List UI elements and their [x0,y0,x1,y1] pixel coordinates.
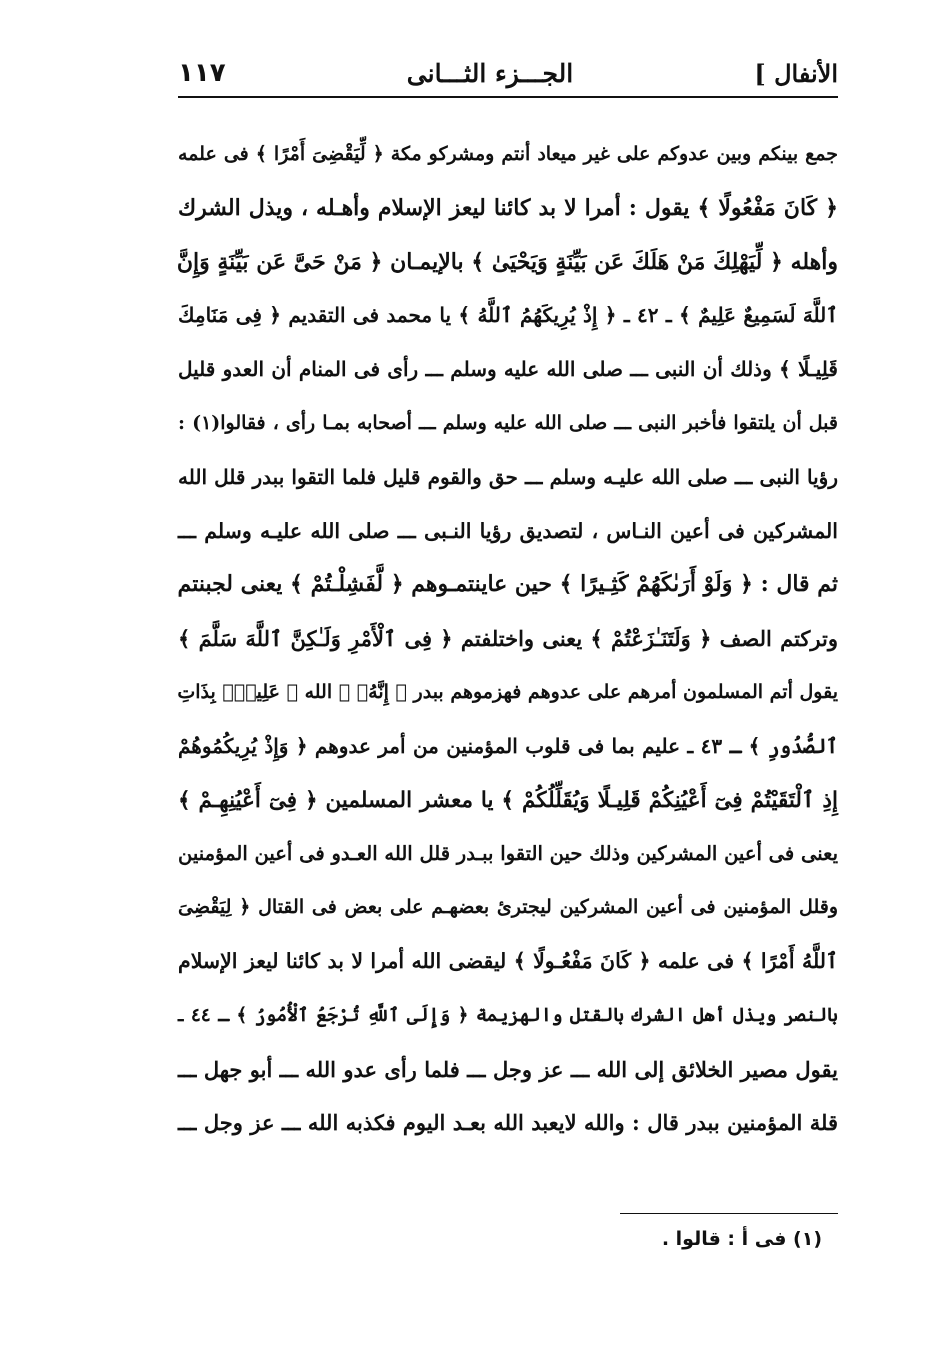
text-line: ٱللَّهَ لَسَمِيعٌ عَلِيمٌ ﴾ ـ ٤٢ ـ ﴿ إِذْ يُرِيكَهُمُ ٱللَّهُ ﴾ يا محمد فى التقديم ﴿ فِى مَنَامِكَ [178,303,838,328]
text-line: ثم قال : ﴿ وَلَوْ أَرَىٰكَهُمْ كَثِـيرًا ﴾ حين عاينتمـوهم ﴿ لَّفَشِلْـتُمْ ﴾ يعنى لجبنتم [177,571,838,598]
text-line: رؤيا النبى ـــ صلى الله عليـه وسلم ـــ حق والقوم قليل فلما التقوا ببدر قلل الله [178,464,838,489]
text-line: وتركتم الصف ﴿ وَلَتَنَـٰزَعْتُمْ ﴾ يعنى واختلفتم ﴿ فِى ٱلْأَمْرِ وَلَـٰكِنَّ ٱللَّهَ سَلَّمَ ﴾ [178,626,838,652]
footnote: (١) فى أ : قالوا . [661,1228,822,1250]
text-line: قَلِيـلًا ﴾ وذلك أن النبى ـــ صلى الله عليه وسلم ـــ رأى فى المنام أن العدو قليل [178,357,838,382]
text-line: يقول أتم المسلمون أمرهم على عدوهم فهزموهم ببدر ﴿ إِنَّهُۥ ﴾ الله ﴿ عَلِيمٌۢ بِذَاتِ [177,680,838,703]
text-line: يقول مصير الخلائق إلى الله ـــ عز وجل ـــ فلما رأى عدو الله ـــ أبو جهل ـــ [178,1056,838,1082]
header-rule [178,96,838,98]
text-line: المشركين فى أعين النـاس ، لتصديق رؤيا النـبى ـــ صلى الله عليـه وسلم ـــ [178,518,838,543]
text-line: ٱلصُّدُورِ ﴾ ـ ٤٣ ـ عليم بما فى قلوب المؤمنين من أمر عدوهم ﴿ وَإِذْ يُرِيكُمُوهُمْ [178,733,839,758]
footnote-rule [620,1213,838,1214]
text-line: قلة المؤمنين ببدر قال : والله لايعبد الله بعـد اليوم فكذبه الله ـــ عز وجل ـــ [178,1110,838,1136]
part-label: الجـــزء الثـــانى [406,58,574,88]
text-line: ٱللَّهُ أَمْرًا ﴾ فى علمه ﴿ كَانَ مَفْعُـولًا ﴾ ليقضى الله أمرا لا بد كائنا ليعز الإسلام [178,948,838,973]
text-line: وأهله ﴿ لِّيَهْلِكَ مَنْ هَلَكَ عَن بَيِّنَةٍ وَيَحْيَىٰ ﴾ بالإيمـان ﴿ مَنْ حَىَّ عَن بَيِّنَةٍ وَإِنَّ [176,248,838,275]
text-line: بالنصر ويذل أهل الشرك بالقتل والهزيمة ﴿ وَإِلَى ٱللَّهِ تُرْجَعُ ٱلْأُمُورُ ﴾ ـ ٤٤ ـ [178,1004,838,1026]
text-line: جمع بينكم وبين عدوكم على غير ميعاد أنتم ومشركو مكة ﴿ لِّيَقْضِىَ أَمْرًا ﴾ فى علمه [178,143,838,165]
body-text [178,128,838,1150]
text-line: إِذِ ٱلْتَقَيْتُمْ فِىٓ أَعْيُنِكُمْ قَلِيـلًا وَيُقَلِّلُكُمْ ﴾ يا معشر المسلمين ﴿ فِىٓ أَعْيُنِهِـمْ ﴾ [178,787,838,813]
text-line: يعنى فى أعين المشركين وذلك حين التقوا ببـدر قلل الله العـدو فى أعين المؤمنين [178,842,838,866]
page-header [178,50,838,96]
text-line: قبل أن يلتقوا فأخبر النبى ـــ صلى الله عليه وسلم ـــ أصحابه بمـا رأى ، فقالوا(١) : [178,411,838,434]
text-line: ﴿ كَانَ مَفْعُولًا ﴾ يقول : أمرا لا بد كائنا ليعز الإسلام وأهـله ، ويذل الشرك [178,194,838,221]
text-line: وقلل المؤمنين فى أعين المشركين ليجترئ بعضهـم على بعض فى القتال ﴿ لِيَقْضِىَ [178,896,838,919]
page-number: ١١٧ [178,58,226,88]
surah-label: الأنفال ] [754,58,838,88]
